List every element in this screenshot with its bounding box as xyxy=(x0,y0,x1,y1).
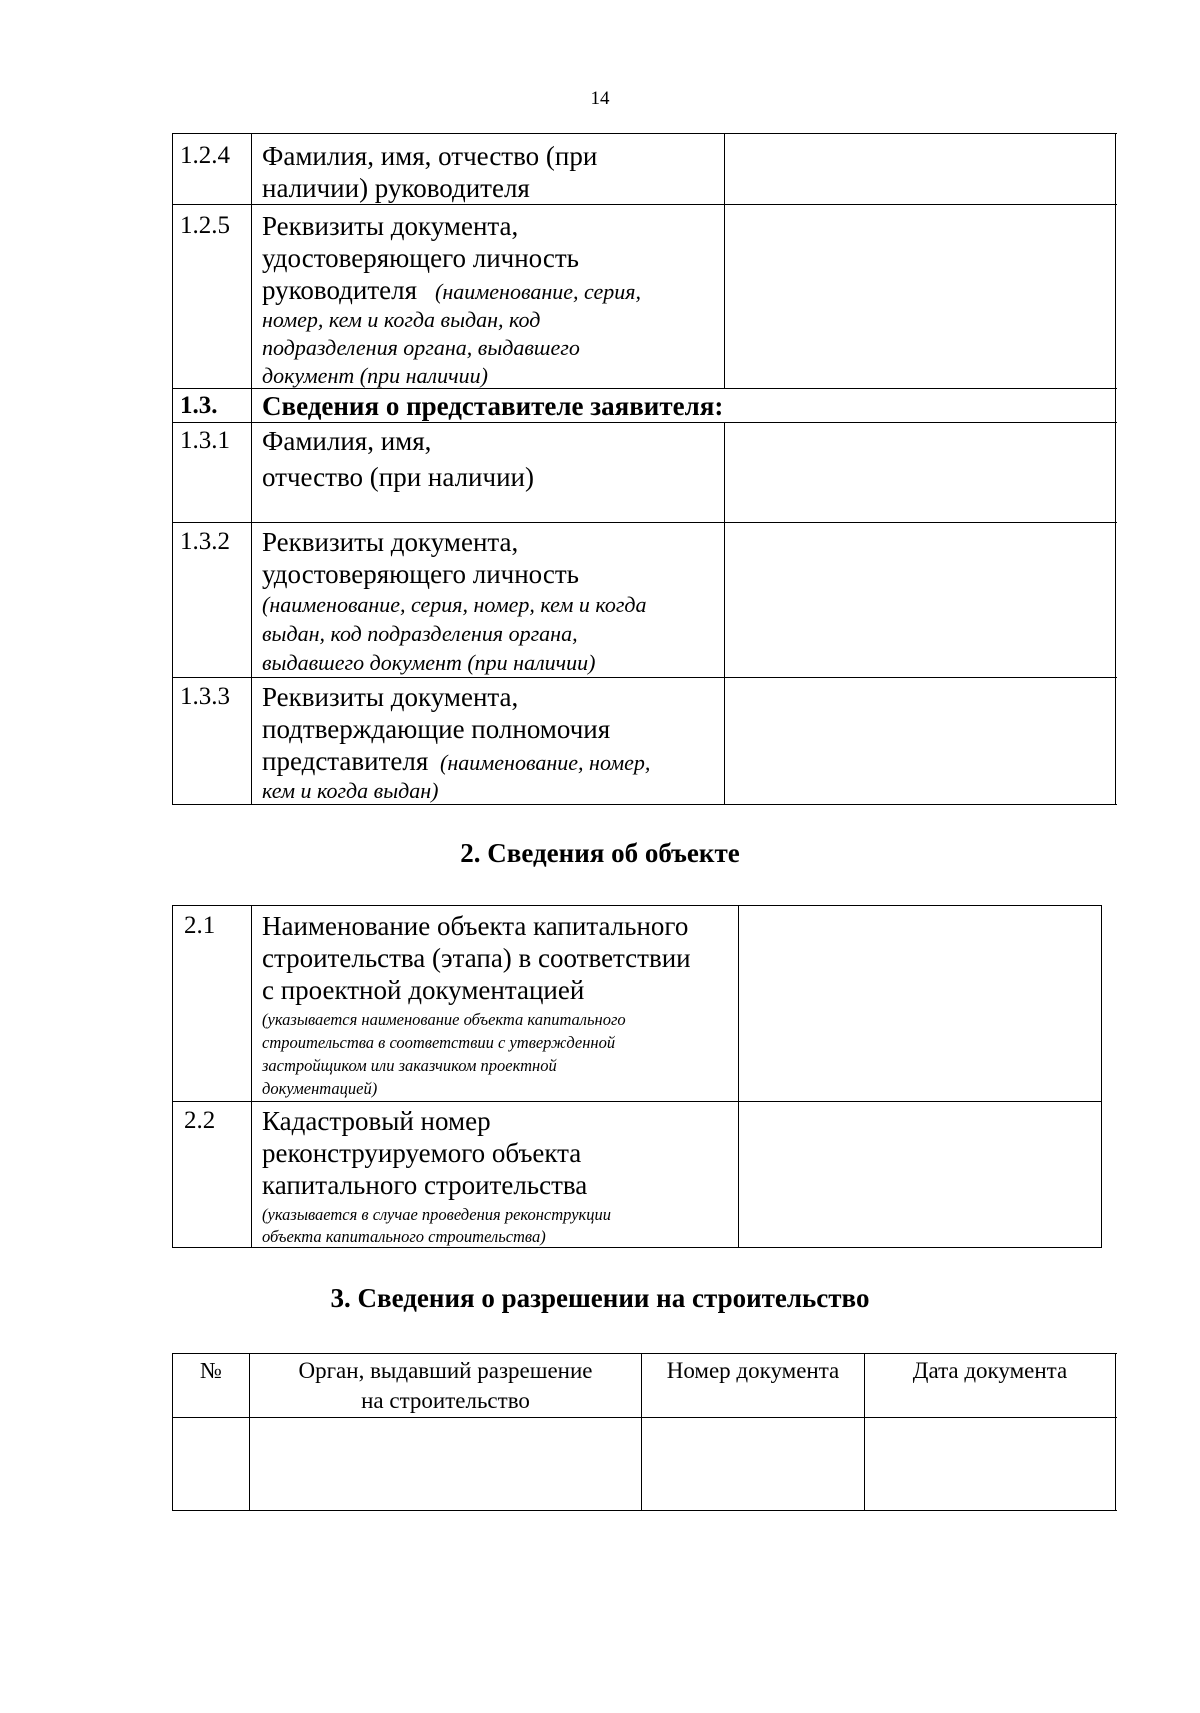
row-note: застройщиком или заказчиком проектной xyxy=(262,1056,557,1075)
column-header-authority: Орган, выдавший разрешение xyxy=(298,1358,593,1383)
row-note: объекта капитального строительства) xyxy=(262,1227,546,1246)
row-number: 1.2.4 xyxy=(180,142,230,169)
column-header-authority: на строительство xyxy=(361,1388,530,1413)
value-field[interactable] xyxy=(726,135,1114,203)
row-number: 1.3.3 xyxy=(180,683,230,710)
row-label: Фамилия, имя, xyxy=(262,426,432,456)
row-note: (указывается наименование объекта капитального xyxy=(262,1010,626,1029)
table-cell[interactable] xyxy=(174,1419,248,1509)
section-3-title: 3. Сведения о разрешении на строительство xyxy=(330,1283,870,1313)
row-number: 2.1 xyxy=(184,912,216,939)
row-label: руководителя xyxy=(262,275,418,305)
row-label: Наименование объекта капитального xyxy=(262,911,689,941)
row-label: Реквизиты документа, xyxy=(262,682,519,712)
row-label: удостоверяющего личность xyxy=(262,559,579,589)
column-header-number: № xyxy=(200,1358,222,1383)
row-label: реконструируемого объекта xyxy=(262,1138,582,1168)
row-label: Фамилия, имя, отчество (при xyxy=(262,141,598,171)
row-note: документ (при наличии) xyxy=(262,363,488,388)
value-field[interactable] xyxy=(726,679,1114,803)
row-number: 1.3.1 xyxy=(180,427,230,454)
column-header-doc-number: Номер документа xyxy=(666,1358,840,1383)
section-2-title: 2. Сведения об объекте xyxy=(460,838,740,868)
table-cell[interactable] xyxy=(643,1419,863,1509)
row-label: с проектной документацией xyxy=(262,975,585,1005)
value-field[interactable] xyxy=(726,524,1114,676)
subsection-heading: Сведения о представителе заявителя: xyxy=(262,391,724,421)
row-note: (наименование, серия, xyxy=(435,279,642,304)
value-field[interactable] xyxy=(726,206,1114,387)
row-label: капитального строительства xyxy=(262,1170,588,1200)
table-cell[interactable] xyxy=(866,1419,1114,1509)
row-label: Кадастровый номер xyxy=(262,1106,491,1136)
row-label: подтверждающие полномочия xyxy=(262,714,611,744)
row-note: документацией) xyxy=(262,1079,378,1098)
row-note: подразделения органа, выдавшего xyxy=(262,335,580,360)
table-cell[interactable] xyxy=(251,1419,640,1509)
column-header-doc-date: Дата документа xyxy=(912,1358,1068,1383)
row-note: кем и когда выдан) xyxy=(262,778,439,803)
page-number: 14 xyxy=(590,88,610,109)
row-note: (наименование, серия, номер, кем и когда xyxy=(262,592,647,617)
row-note: выдавшего документ (при наличии) xyxy=(262,650,596,675)
section-number: 1.3. xyxy=(180,392,218,419)
row-note: (указывается в случае проведения реконструкции xyxy=(262,1205,611,1224)
row-label: Реквизиты документа, xyxy=(262,211,519,241)
row-number: 1.2.5 xyxy=(180,212,230,239)
row-label: удостоверяющего личность xyxy=(262,243,579,273)
row-label: представителя xyxy=(262,746,429,776)
row-note: номер, кем и когда выдан, код xyxy=(262,307,541,332)
row-number: 2.2 xyxy=(184,1107,216,1134)
row-number: 1.3.2 xyxy=(180,528,230,555)
value-field[interactable] xyxy=(740,1103,1100,1246)
row-note: строительства в соответствии с утвержденной xyxy=(262,1033,616,1052)
row-note: (наименование, номер, xyxy=(440,750,651,775)
row-label: строительства (этапа) в соответствии xyxy=(262,943,691,973)
row-label: отчество (при наличии) xyxy=(262,462,534,492)
row-note: выдан, код подразделения органа, xyxy=(262,621,578,646)
value-field[interactable] xyxy=(740,907,1100,1100)
row-label: наличии) руководителя xyxy=(262,173,530,203)
value-field[interactable] xyxy=(726,424,1114,521)
row-label: Реквизиты документа, xyxy=(262,527,519,557)
